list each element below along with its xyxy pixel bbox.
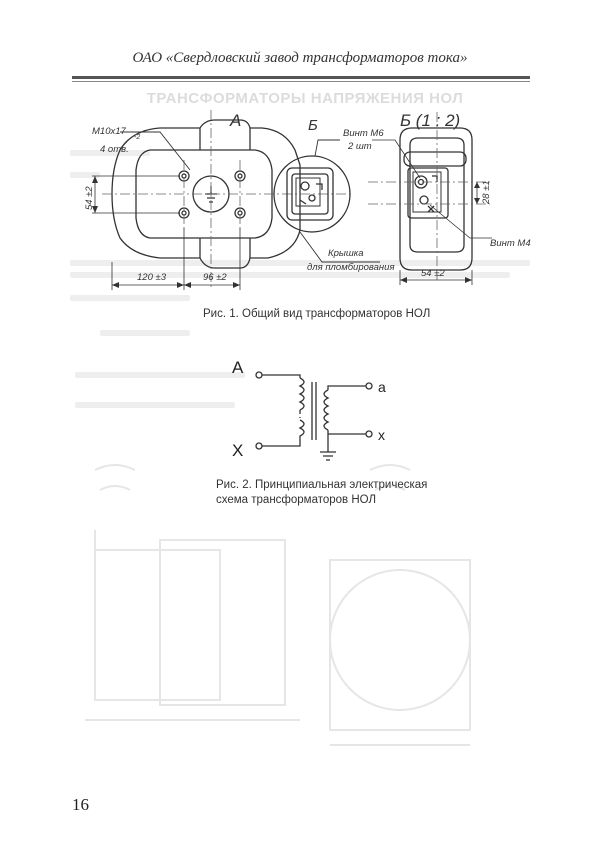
cover-label-2: для пломбирования — [307, 262, 395, 273]
schematic-diagram — [256, 372, 372, 460]
holes-label: 4 отв. — [100, 144, 129, 155]
dim-54-left: 54 ±2 — [84, 186, 95, 210]
screw-m6-label: Винт М6 — [343, 128, 384, 139]
bleed-through-heading: ТРАНСФОРМАТОРЫ НАПРЯЖЕНИЯ НОЛ — [146, 90, 464, 107]
screw-m4-label: Винт М4 — [490, 238, 531, 249]
thread-sub-label: -2 — [134, 134, 141, 141]
dim-120: 120 ±3 — [137, 272, 166, 283]
figure-2-caption-line-1: Рис. 2. Принципиальная электрическая — [216, 479, 428, 491]
page-number: 16 — [72, 795, 89, 814]
terminal-x-secondary — [366, 431, 372, 437]
primary-winding — [300, 378, 304, 410]
figure-2-caption — [216, 478, 427, 508]
terminal-x-primary — [256, 443, 262, 449]
terminal-block — [408, 168, 448, 218]
dim-96: 96 ±2 — [203, 272, 227, 283]
terminal-a-primary — [256, 372, 262, 378]
terminal-A-label: А — [232, 358, 244, 377]
dim-54-right: 54 ±2 — [421, 268, 445, 279]
view-a-label: А — [230, 111, 242, 130]
terminal-x-label: х — [378, 427, 385, 443]
ground-symbol — [320, 434, 336, 460]
view-b-label: Б — [308, 117, 318, 134]
view-b-scale-label: Б (1 : 2) — [400, 111, 461, 130]
dim-28: 28 ±1 — [481, 180, 492, 204]
terminal-a-secondary — [366, 383, 372, 389]
running-header: ОАО «Свердловский завод трансформаторов тока» — [132, 50, 468, 66]
cover-label: Крышка — [328, 248, 364, 259]
terminal-X-label: Х — [232, 441, 244, 460]
screw-m6-qty-label: 2 шт — [348, 141, 372, 152]
terminal-a-label: а — [378, 379, 386, 395]
figure-1-caption: Рис. 1. Общий вид трансформаторов НОЛ — [203, 308, 431, 320]
figure-2-caption-line-2: схема трансформаторов НОЛ — [216, 494, 377, 506]
secondary-winding — [324, 390, 328, 430]
thread-label: M10x17 — [92, 126, 126, 137]
